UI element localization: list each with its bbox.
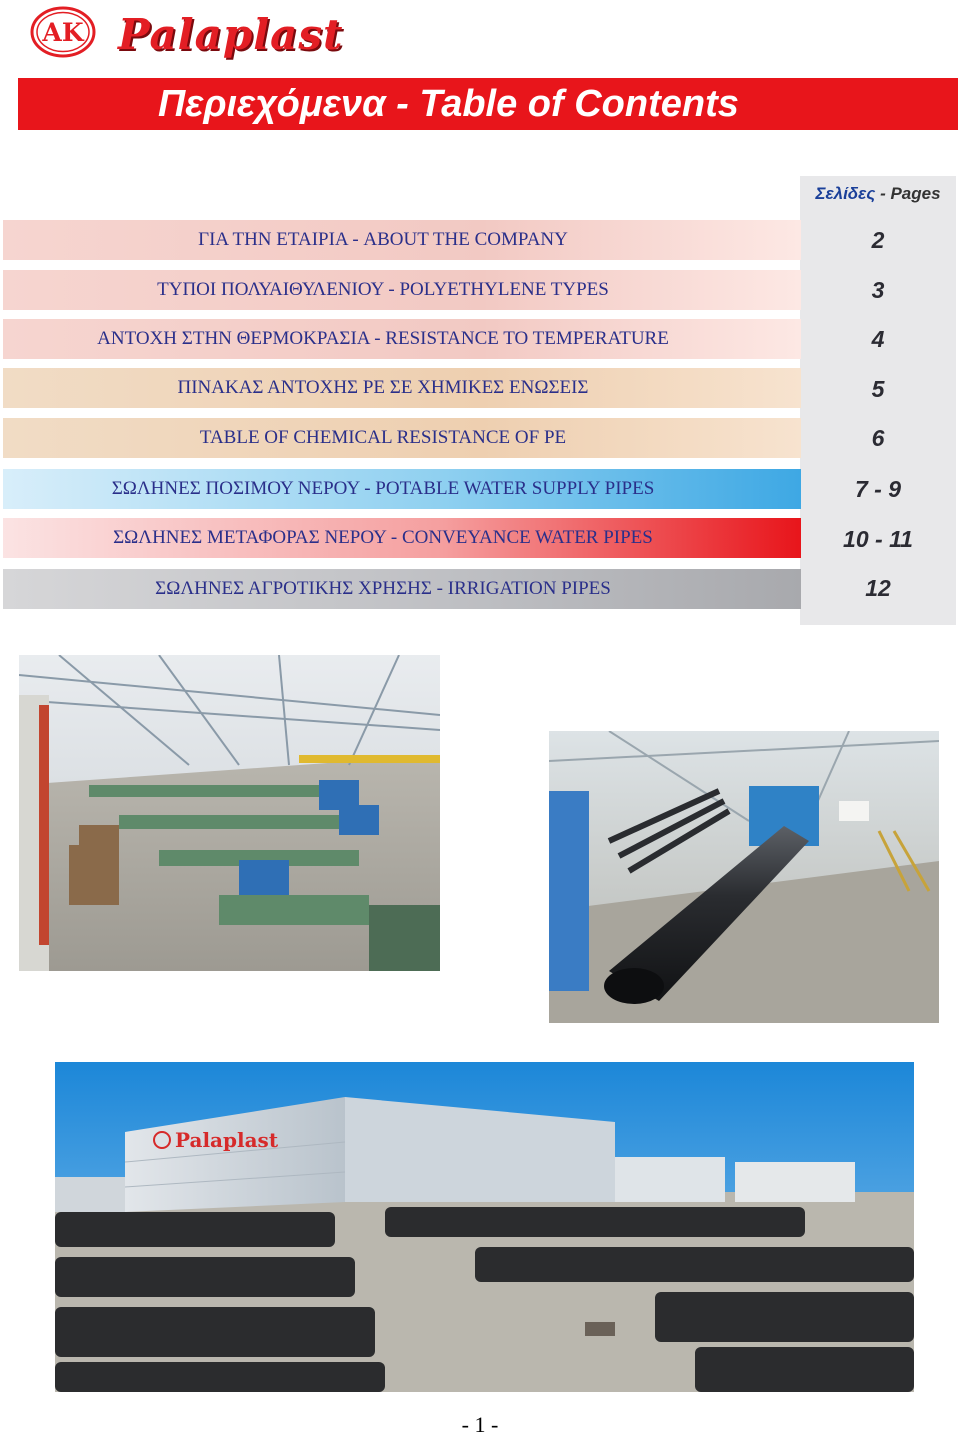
toc-label: ΓΙΑ ΤΗΝ ΕΤΑΙΡΙΑ - ABOUT THE COMPANY — [198, 229, 568, 250]
toc-row[interactable] — [3, 220, 801, 260]
pages-header — [800, 184, 956, 204]
toc-row[interactable] — [3, 569, 801, 609]
toc-label: ΣΩΛΗΝΕΣ ΑΓΡΟΤΙΚΗΣ ΧΡΗΣΗΣ - IRRIGATION PIPES — [155, 578, 611, 599]
toc-page-number: 12 — [865, 575, 891, 601]
toc-page-number: 2 — [871, 227, 885, 253]
toc-page-number: 4 — [871, 326, 885, 352]
toc-page-number: 3 — [871, 277, 885, 303]
ak-monogram-icon — [30, 6, 96, 58]
pages-header-greek: Σελίδες — [815, 184, 876, 203]
toc-page-number: 6 — [871, 425, 885, 451]
logo-monogram: AK — [42, 18, 84, 47]
toc-label: ΑΝΤΟΧΗ ΣΤΗΝ ΘΕΡΜΟΚΡΑΣΙΑ - RESISTANCE TO TEMPERATURE — [97, 328, 669, 349]
toc-page-number: 5 — [871, 376, 885, 402]
page-title: Περιεχόμενα - Table of Contents — [158, 83, 739, 125]
toc-label: ΤΥΠΟΙ ΠΟΛΥΑΙΘΥΛΕΝΙΟΥ - POLYETHYLENE TYPES — [157, 279, 609, 300]
toc-label: ΣΩΛΗΝΕΣ ΜΕΤΑΦΟΡΑΣ ΝΕΡΟΥ - CONVEYANCE WATER PIPES — [113, 527, 653, 548]
page-number-footer: - 1 - — [461, 1412, 499, 1437]
toc-row[interactable] — [3, 368, 801, 408]
toc-label: ΣΩΛΗΝΕΣ ΠΟΣΙΜΟΥ ΝΕΡΟΥ - POTABLE WATER SUPPLY PIPES — [111, 478, 655, 499]
brand-name: Palaplast — [118, 10, 344, 59]
toc-row[interactable] — [3, 469, 801, 509]
pipe-production-photo — [549, 731, 939, 1023]
toc-label: ΠΙΝΑΚΑΣ ΑΝΤΟΧΗΣ PE ΣΕ ΧΗΜΙΚΕΣ ΕΝΩΣΕΙΣ — [177, 377, 589, 398]
toc-page-number: 7 - 9 — [854, 476, 902, 502]
title-bar — [18, 78, 958, 130]
factory-interior-photo — [19, 655, 440, 971]
toc-page-number: 10 - 11 — [843, 526, 913, 552]
toc-label: TABLE OF CHEMICAL RESISTANCE OF PE — [199, 427, 567, 448]
factory-sign: Palaplast — [175, 1128, 279, 1152]
factory-exterior-photo — [55, 1062, 914, 1392]
pages-header-english: - Pages — [875, 184, 941, 203]
toc-row[interactable] — [3, 319, 801, 359]
toc-row[interactable] — [3, 518, 801, 558]
palaplast-logo — [30, 6, 370, 62]
toc-row[interactable] — [3, 270, 801, 310]
toc-row[interactable] — [3, 418, 801, 458]
